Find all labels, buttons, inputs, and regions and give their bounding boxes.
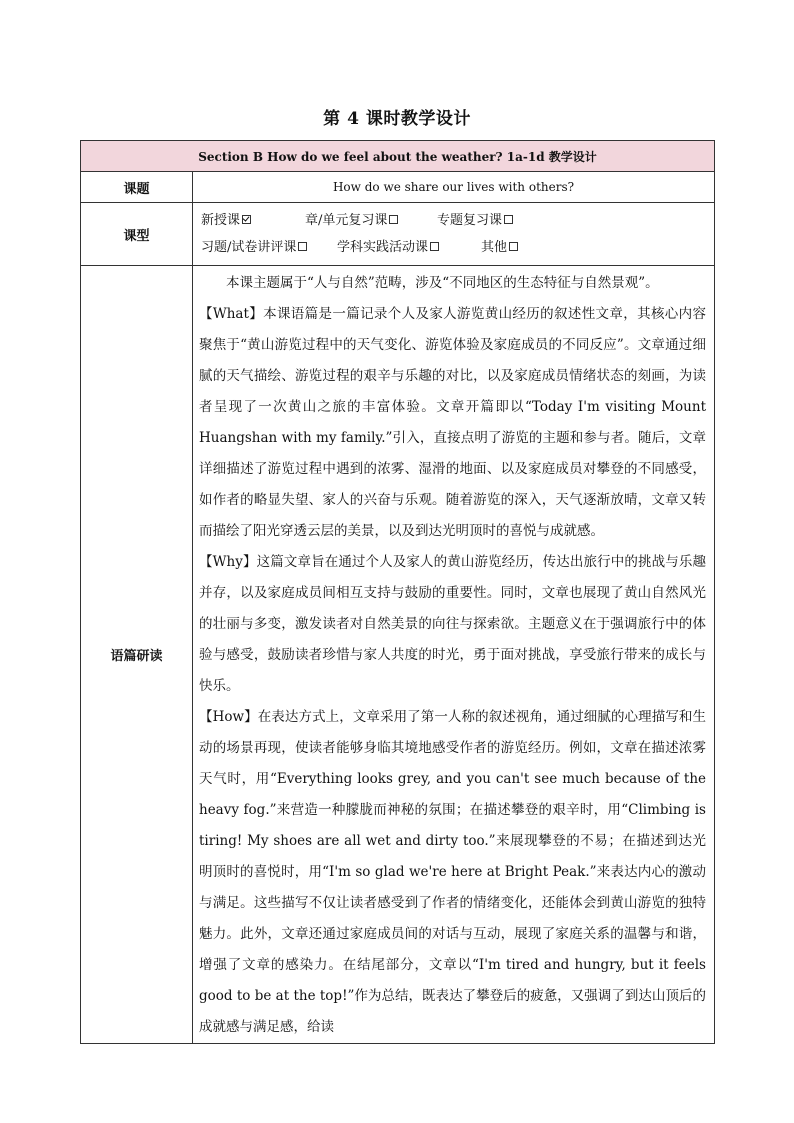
intro-paragraph: 本课主题属于“人与自然”范畴，涉及“不同地区的生态特征与自然景观”。 xyxy=(226,275,659,291)
how-paragraph xyxy=(199,702,706,1043)
option-label: 新授课 xyxy=(201,213,241,228)
analysis-label: 语篇研读 xyxy=(81,266,193,1044)
checkbox[interactable] xyxy=(389,215,398,224)
checkbox[interactable] xyxy=(298,242,307,251)
option-exercise-review[interactable] xyxy=(201,234,337,261)
why-paragraph xyxy=(199,547,706,702)
checkbox[interactable] xyxy=(509,242,518,251)
option-label: 习题/试卷讲评课 xyxy=(201,240,297,255)
what-paragraph xyxy=(199,299,706,547)
lesson-plan-table xyxy=(80,140,715,1044)
text-analysis xyxy=(193,266,715,1044)
what-text: 本课语篇是一篇记录个人及家人游览黄山经历的叙述性文章，其核心内容聚焦于“黄山游览过程中的天气变化、游览体验及家庭成员的不同反应”。文章通过细腻的天气描绘、游览过程的艰辛与乐趣的对比，以及家庭成员情绪状态的刻画，为读者呈现了一次黄山之旅的丰富体验。文章开篇即以“Today I'm visiting Mount Huangshan with my family.”引入，直接点明了游览的主题和参与者。随后，文章详细描述了游览过程中遇到的浓雾、湿滑的地面、以及家庭成员对攀登的不同感受，如作者的略显失望、家人的兴奋与乐观。随着游览的深入，天气逐渐放晴，文章又转而描绘了阳光穿透云层的美景，以及到达光明顶时的喜悦与成就感。 xyxy=(199,306,707,539)
page-title: 第 4 课时教学设计 xyxy=(323,109,471,129)
how-tag: 【How】 xyxy=(199,709,258,725)
option-label: 其他 xyxy=(481,240,508,255)
lesson-subtitle: Section B How do we feel about the weather? 1a-1d 教学设计 xyxy=(81,141,715,172)
option-unit-review[interactable] xyxy=(305,207,437,234)
why-tag: 【Why】 xyxy=(199,554,257,570)
option-label: 章/单元复习课 xyxy=(305,213,388,228)
option-label: 学科实践活动课 xyxy=(337,240,429,255)
checkbox-checked[interactable] xyxy=(242,215,251,224)
option-topic-review[interactable] xyxy=(437,207,513,234)
option-new-lesson[interactable] xyxy=(201,207,305,234)
option-practice-activity[interactable] xyxy=(337,234,481,261)
topic-label: 课题 xyxy=(81,172,193,203)
why-text: 这篇文章旨在通过个人及家人的黄山游览经历，传达出旅行中的挑战与乐趣并存，以及家庭成员间相互支持与鼓励的重要性。同时，文章也展现了黄山自然风光的壮丽与多变，激发读者对自然美景的向往与探索欲。主题意义在于强调旅行中的体验与感受，鼓励读者珍惜与家人共度的时光，勇于面对挑战，享受旅行带来的成长与快乐。 xyxy=(199,554,707,694)
lesson-type-options xyxy=(193,203,715,266)
checkbox[interactable] xyxy=(504,215,513,224)
what-tag: 【What】 xyxy=(199,306,264,322)
topic-value: How do we share our lives with others? xyxy=(193,172,715,203)
how-text: 在表达方式上，文章采用了第一人称的叙述视角，通过细腻的心理描写和生动的场景再现，使读者能够身临其境地感受作者的游览经历。例如，文章在描述浓雾天气时，用“Everything looks grey, and you can't see much because of the heavy fog.”来营造一种朦胧而神秘的氛围；在描述攀登的艰辛时，用“Climbing is tiring! My shoes are all wet and dirty too.”来展现攀登的不易；在描述到达光明顶时的喜悦时，用“I'm so glad we're here at Bright Peak.”来表达内心的激动与满足。这些描写不仅让读者感受到了作者的情绪变化，还能体会到黄山游览的独特魅力。此外，文章还通过家庭成员间的对话与互动，展现了家庭关系的温馨与和谐，增强了文章的感染力。在结尾部分，文章以“I'm tired and hungry, but it feels good to be at the top!”作为总结，既表达了攀登后的疲惫，又强调了到达山顶后的成就感与满足感，给读 xyxy=(199,709,706,1035)
lesson-type-row-2 xyxy=(201,234,714,261)
checkbox[interactable] xyxy=(430,242,439,251)
type-label: 课型 xyxy=(81,203,193,266)
lesson-type-row-1 xyxy=(201,207,714,234)
option-other[interactable] xyxy=(481,234,518,261)
option-label: 专题复习课 xyxy=(437,213,503,228)
